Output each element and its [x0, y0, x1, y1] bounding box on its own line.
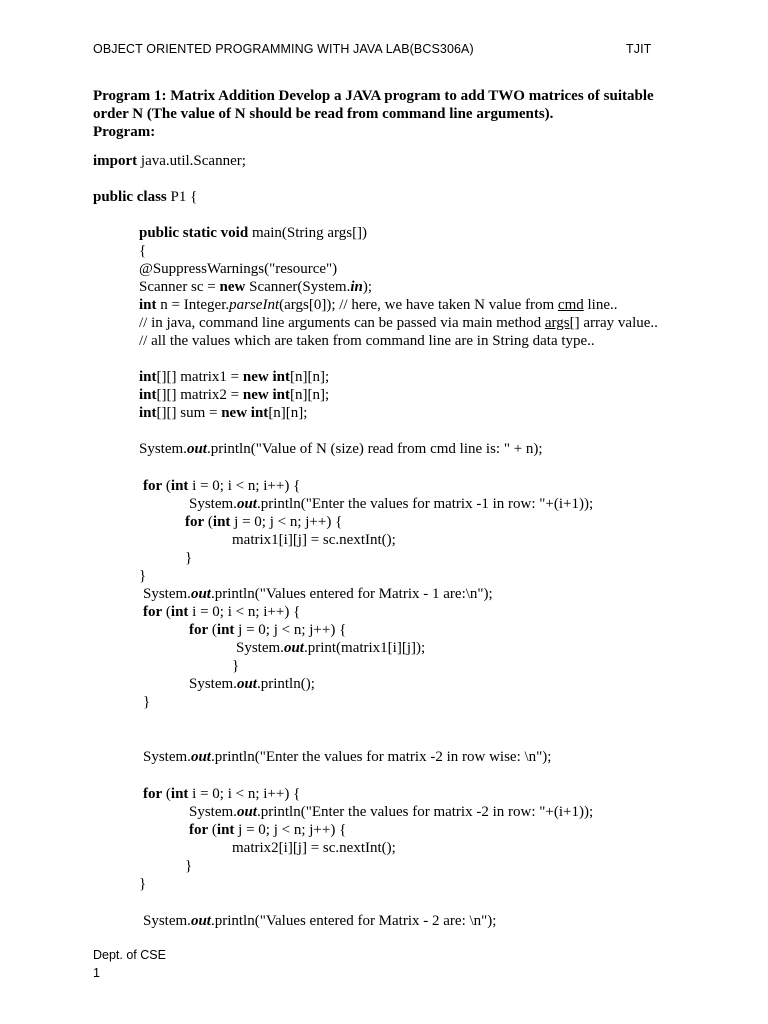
code-token: .println(); [256, 676, 315, 692]
code-token: int [170, 604, 189, 620]
code-line [143, 477, 300, 495]
code-token: matrix2[i][j] = sc.nextInt(); [232, 840, 396, 856]
code-token: for [143, 478, 163, 494]
code-token: out [236, 496, 257, 512]
code-line [143, 693, 150, 711]
code-token: { [139, 243, 147, 259]
code-token: [] array value.. [569, 315, 658, 331]
code-token: int [216, 622, 235, 638]
code-token: out [236, 676, 257, 692]
code-line [143, 603, 300, 621]
code-token: public static void [139, 225, 249, 241]
program-heading-line-2: order N (The value of N should be read from command line arguments). [93, 106, 554, 122]
code-token: for [189, 622, 209, 638]
code-token: j = 0; j < n; j++) { [234, 622, 347, 638]
code-line [139, 224, 367, 242]
program-heading-line-1: Program 1: Matrix Addition Develop a JAVA program to add TWO matrices of suitable [93, 88, 654, 104]
code-token: System. [143, 749, 191, 765]
code-token: parseInt [229, 297, 280, 313]
code-token: [][] matrix1 = [156, 369, 243, 385]
program-label: Program: [93, 124, 156, 140]
footer-department: Dept. of CSE [93, 948, 166, 962]
code-token: n = Integer. [156, 297, 230, 313]
code-token: int [139, 369, 157, 385]
code-token: // in java, command line arguments can be passed via main method [139, 315, 545, 331]
code-token: out [190, 749, 211, 765]
code-token: new int [242, 387, 290, 403]
code-token: in [350, 279, 363, 295]
code-token: int [216, 822, 235, 838]
code-token: ( [162, 786, 171, 802]
code-token: [][] sum = [156, 405, 222, 421]
code-line [232, 531, 396, 549]
code-line [232, 839, 396, 857]
code-token: // all the values which are taken from command line are in String data type.. [139, 333, 595, 349]
code-token: for [143, 604, 163, 620]
running-header-institute: TJIT [626, 42, 652, 56]
code-token: import [93, 153, 138, 169]
code-token: new int [242, 369, 290, 385]
code-line [143, 912, 496, 930]
code-token: ); [362, 279, 373, 295]
code-token: for [143, 786, 163, 802]
code-line [236, 639, 425, 657]
code-token: j = 0; j < n; j++) { [230, 514, 343, 530]
code-token: System. [236, 640, 284, 656]
code-token: int [212, 514, 231, 530]
code-token: int [170, 786, 189, 802]
code-token: java.util.Scanner; [137, 153, 246, 169]
code-line [139, 278, 372, 296]
code-token: .println("Values entered for Matrix - 2 are: \n"); [210, 913, 497, 929]
code-line [139, 260, 337, 278]
code-token: new int [221, 405, 269, 421]
code-line [93, 188, 197, 206]
code-token: ( [204, 514, 213, 530]
code-line [143, 585, 493, 603]
code-token: out [236, 804, 257, 820]
code-line [189, 621, 346, 639]
code-token: i = 0; i < n; i++) { [188, 604, 301, 620]
running-header-title: OBJECT ORIENTED PROGRAMMING WITH JAVA LAB(BCS306A) [93, 42, 474, 56]
code-token: Scanner(System. [245, 279, 351, 295]
code-token: .println("Enter the values for matrix -2 in row wise: \n"); [210, 749, 552, 765]
code-line [139, 875, 146, 893]
code-token: } [143, 694, 151, 710]
code-line [139, 296, 617, 314]
footer-page-number: 1 [93, 966, 100, 980]
code-token: [n][n]; [268, 405, 308, 421]
code-token: [n][n]; [289, 387, 330, 403]
code-token: System. [139, 441, 187, 457]
code-token: [][] matrix2 = [156, 387, 243, 403]
code-token: i = 0; i < n; i++) { [188, 786, 301, 802]
code-token: .println("Enter the values for matrix -2 in row: "+(i+1)); [256, 804, 594, 820]
code-line [185, 513, 342, 531]
code-token: } [232, 658, 240, 674]
code-line [185, 549, 192, 567]
code-token: int [139, 387, 157, 403]
code-line [189, 495, 593, 513]
code-token: out [186, 441, 207, 457]
code-token: i = 0; i < n; i++) { [188, 478, 301, 494]
code-token: args [544, 315, 570, 331]
code-token: } [185, 858, 193, 874]
code-token: int [170, 478, 189, 494]
code-line [143, 748, 551, 766]
code-line [139, 404, 307, 422]
code-line [139, 440, 543, 458]
code-line [189, 803, 593, 821]
code-token: ( [162, 478, 171, 494]
code-token: j = 0; j < n; j++) { [234, 822, 347, 838]
code-token: out [283, 640, 304, 656]
code-token: new [219, 279, 246, 295]
code-token: ( [208, 822, 217, 838]
code-token: line.. [583, 297, 618, 313]
code-line [139, 368, 329, 386]
code-token: .print(matrix1[i][j]); [303, 640, 426, 656]
code-line [143, 785, 300, 803]
code-token: } [139, 568, 147, 584]
code-token: [n][n]; [289, 369, 330, 385]
code-line [139, 386, 329, 404]
code-token: P1 { [166, 189, 198, 205]
code-token: main(String args[]) [248, 225, 368, 241]
code-line [185, 857, 192, 875]
code-line [232, 657, 239, 675]
code-token: cmd [557, 297, 584, 313]
code-token: ( [208, 622, 217, 638]
code-line [139, 242, 146, 260]
code-line [139, 332, 595, 350]
code-token: for [185, 514, 205, 530]
code-token: (args[0]); // here, we have taken N value from [279, 297, 558, 313]
code-token: } [185, 550, 193, 566]
code-token: out [190, 586, 211, 602]
code-token: System. [189, 676, 237, 692]
code-token: for [189, 822, 209, 838]
code-token: int [139, 405, 157, 421]
code-token: .println("Value of N (size) read from cmd line is: " + n); [206, 441, 543, 457]
code-token: } [139, 876, 147, 892]
code-token: int [139, 297, 157, 313]
code-line [139, 567, 146, 585]
code-token: @SuppressWarnings("resource") [139, 261, 338, 277]
code-token: public class [93, 189, 167, 205]
code-token: out [190, 913, 211, 929]
code-line [189, 821, 346, 839]
code-token: .println("Enter the values for matrix -1 in row: "+(i+1)); [256, 496, 594, 512]
code-line [139, 314, 658, 332]
code-token: matrix1[i][j] = sc.nextInt(); [232, 532, 396, 548]
code-line [189, 675, 315, 693]
code-token: Scanner sc = [139, 279, 220, 295]
code-line [93, 152, 246, 170]
code-token: ( [162, 604, 171, 620]
code-token: System. [143, 586, 191, 602]
code-token: System. [143, 913, 191, 929]
code-token: System. [189, 804, 237, 820]
code-token: .println("Values entered for Matrix - 1 are:\n"); [210, 586, 493, 602]
code-token: System. [189, 496, 237, 512]
